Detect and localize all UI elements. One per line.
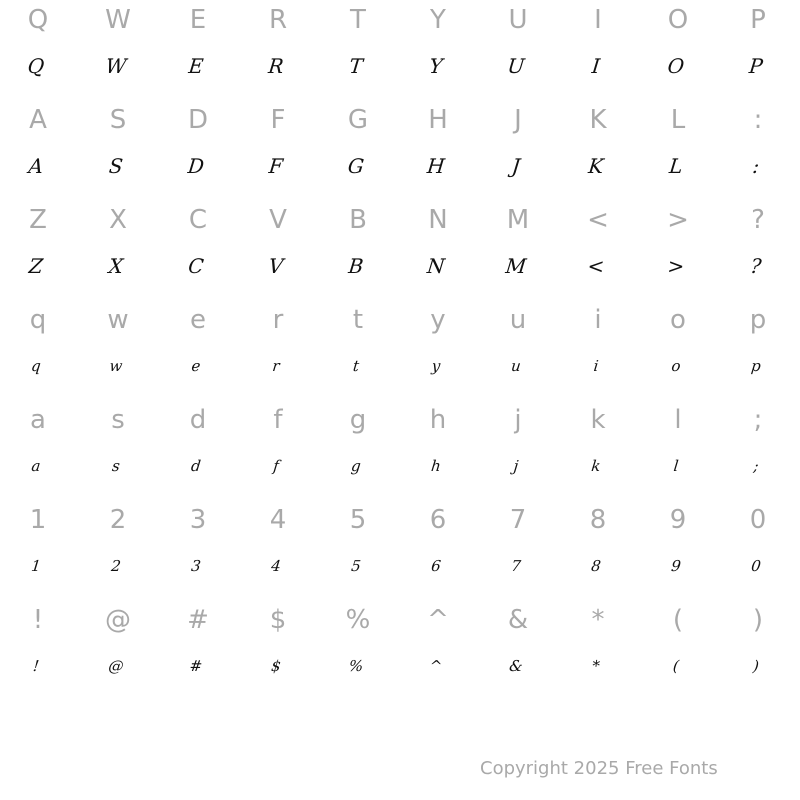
reference-glyph: a (30, 405, 46, 435)
reference-glyph: Z (29, 205, 47, 235)
handwritten-glyph: u (510, 357, 522, 375)
reference-glyph: K (589, 105, 607, 135)
handwritten-glyph: r (271, 357, 281, 375)
handwritten-glyph: g (350, 457, 362, 475)
handwritten-glyph: P (748, 54, 764, 78)
reference-glyph: L (670, 105, 686, 135)
reference-glyph: f (273, 405, 283, 435)
handwritten-glyph: 7 (510, 557, 522, 575)
reference-glyph: u (509, 305, 527, 335)
reference-glyph: O (667, 5, 689, 35)
reference-glyph: p (749, 305, 767, 335)
handwritten-glyph: k (590, 457, 602, 475)
reference-glyph: 0 (749, 505, 767, 535)
reference-glyph: I (594, 5, 602, 35)
reference-glyph: # (187, 605, 209, 635)
reference-glyph: C (188, 205, 208, 235)
handwritten-glyph: : (751, 154, 761, 178)
reference-glyph: V (269, 205, 287, 235)
handwritten-glyph: B (347, 254, 365, 278)
handwritten-glyph: G (346, 154, 366, 178)
reference-row (0, 300, 800, 340)
reference-glyph: t (352, 305, 364, 335)
reference-glyph: w (107, 305, 129, 335)
reference-glyph: @ (105, 605, 131, 635)
reference-row (0, 600, 800, 640)
handwritten-row (0, 346, 800, 386)
reference-glyph: 9 (669, 505, 687, 535)
reference-glyph: h (429, 405, 447, 435)
handwritten-glyph: J (510, 154, 522, 178)
reference-glyph: T (350, 5, 366, 35)
reference-glyph: ( (672, 605, 684, 635)
handwritten-glyph: ^ (428, 657, 444, 675)
reference-glyph: F (270, 105, 286, 135)
handwritten-glyph: t (352, 357, 360, 375)
reference-glyph: D (187, 105, 209, 135)
reference-glyph: q (29, 305, 47, 335)
reference-glyph: 3 (189, 505, 207, 535)
handwritten-glyph: o (670, 357, 682, 375)
handwritten-glyph: p (750, 357, 762, 375)
reference-glyph: A (29, 105, 47, 135)
reference-glyph: H (428, 105, 448, 135)
handwritten-row (0, 46, 800, 86)
reference-glyph: k (590, 405, 606, 435)
glyph-row-3 (0, 200, 800, 300)
reference-glyph: 1 (29, 505, 47, 535)
handwritten-glyph: 2 (110, 557, 122, 575)
reference-glyph: 7 (509, 505, 527, 535)
reference-glyph: 4 (269, 505, 287, 535)
reference-glyph: P (750, 5, 766, 35)
glyph-row-6 (0, 500, 800, 600)
handwritten-glyph: H (426, 154, 446, 178)
reference-glyph: W (105, 5, 131, 35)
reference-glyph: 8 (589, 505, 607, 535)
reference-glyph: Y (430, 5, 446, 35)
reference-glyph: 6 (429, 505, 447, 535)
handwritten-glyph: ) (752, 657, 760, 675)
reference-glyph: 5 (349, 505, 367, 535)
handwritten-glyph: N (425, 254, 447, 278)
reference-glyph: g (349, 405, 367, 435)
reference-glyph: > (667, 205, 689, 235)
handwritten-glyph: K (587, 154, 605, 178)
handwritten-glyph: @ (107, 657, 125, 675)
reference-glyph: U (508, 5, 528, 35)
handwritten-glyph: ! (32, 657, 40, 675)
glyph-row-1 (0, 0, 800, 100)
handwritten-glyph: w (108, 357, 124, 375)
reference-row (0, 0, 800, 40)
handwritten-glyph: & (508, 657, 524, 675)
reference-glyph: R (268, 5, 288, 35)
handwritten-glyph: ( (672, 657, 680, 675)
handwritten-glyph: V (267, 254, 285, 278)
handwritten-glyph: A (27, 154, 45, 178)
glyph-row-5 (0, 400, 800, 500)
reference-glyph: l (674, 405, 682, 435)
handwritten-glyph: M (504, 254, 528, 278)
reference-glyph: % (345, 605, 371, 635)
handwritten-glyph: # (188, 657, 204, 675)
handwritten-glyph: R (267, 54, 285, 78)
handwritten-glyph: U (506, 54, 526, 78)
reference-glyph: J (514, 105, 522, 135)
reference-glyph: ^ (427, 605, 449, 635)
reference-row (0, 200, 800, 240)
handwritten-row (0, 646, 800, 686)
reference-row (0, 100, 800, 140)
reference-glyph: * (591, 605, 605, 635)
glyph-row-7 (0, 600, 800, 700)
handwritten-glyph: 9 (670, 557, 682, 575)
handwritten-glyph: S (107, 154, 125, 178)
reference-glyph: X (109, 205, 127, 235)
handwritten-glyph: h (430, 457, 442, 475)
handwritten-glyph: e (190, 357, 202, 375)
handwritten-glyph: E (187, 54, 205, 78)
reference-glyph: ) (752, 605, 764, 635)
handwritten-glyph: 6 (430, 557, 442, 575)
reference-glyph: E (189, 5, 207, 35)
handwritten-glyph: F (267, 154, 285, 178)
reference-glyph: r (272, 305, 284, 335)
handwritten-row (0, 546, 800, 586)
handwritten-glyph: ; (752, 457, 760, 475)
reference-glyph: ? (751, 205, 765, 235)
reference-glyph: s (111, 405, 125, 435)
reference-glyph: Q (27, 5, 49, 35)
reference-glyph: S (109, 105, 127, 135)
handwritten-glyph: s (111, 457, 121, 475)
handwritten-glyph: I (590, 54, 602, 78)
handwritten-glyph: > (666, 254, 686, 278)
reference-glyph: B (349, 205, 367, 235)
handwritten-glyph: 1 (30, 557, 42, 575)
reference-glyph: j (514, 405, 522, 435)
handwritten-glyph: 4 (270, 557, 282, 575)
handwritten-glyph: Z (27, 254, 45, 278)
reference-glyph: ! (32, 605, 44, 635)
handwritten-row (0, 246, 800, 286)
handwritten-glyph: < (586, 254, 606, 278)
handwritten-row (0, 146, 800, 186)
copyright-footer: Copyright 2025 Free Fonts (480, 758, 718, 779)
handwritten-glyph: ? (749, 254, 763, 278)
handwritten-glyph: % (347, 657, 365, 675)
handwritten-glyph: * (591, 657, 601, 675)
handwritten-glyph: $ (270, 657, 282, 675)
handwritten-glyph: j (512, 457, 520, 475)
handwritten-glyph: Q (26, 54, 46, 78)
reference-glyph: G (347, 105, 369, 135)
handwritten-glyph: 8 (590, 557, 602, 575)
reference-glyph: d (189, 405, 207, 435)
reference-glyph: ; (753, 405, 763, 435)
reference-row (0, 500, 800, 540)
handwritten-glyph: T (348, 54, 364, 78)
reference-glyph: o (670, 305, 686, 335)
handwritten-glyph: 0 (750, 557, 762, 575)
handwritten-glyph: L (668, 154, 684, 178)
glyph-row-2 (0, 100, 800, 200)
reference-glyph: 2 (109, 505, 127, 535)
reference-glyph: & (507, 605, 529, 635)
reference-glyph: M (506, 205, 530, 235)
handwritten-glyph: O (666, 54, 686, 78)
handwritten-glyph: l (672, 457, 680, 475)
reference-glyph: y (430, 305, 446, 335)
reference-glyph: : (753, 105, 763, 135)
handwritten-glyph: a (30, 457, 42, 475)
handwritten-glyph: Y (428, 54, 444, 78)
handwritten-glyph: W (104, 54, 128, 78)
reference-glyph: N (428, 205, 448, 235)
reference-glyph: i (594, 305, 602, 335)
handwritten-glyph: 3 (190, 557, 202, 575)
handwritten-glyph: q (30, 357, 42, 375)
handwritten-glyph: i (592, 357, 600, 375)
handwritten-glyph: D (186, 154, 206, 178)
reference-glyph: $ (269, 605, 287, 635)
handwritten-row (0, 446, 800, 486)
handwritten-glyph: f (272, 457, 280, 475)
reference-row (0, 400, 800, 440)
handwritten-glyph: C (187, 254, 205, 278)
handwritten-glyph: 5 (350, 557, 362, 575)
handwritten-glyph: X (107, 254, 125, 278)
reference-glyph: e (190, 305, 206, 335)
reference-glyph: < (587, 205, 609, 235)
handwritten-glyph: y (430, 357, 442, 375)
glyph-row-4 (0, 300, 800, 400)
handwritten-glyph: d (190, 457, 202, 475)
